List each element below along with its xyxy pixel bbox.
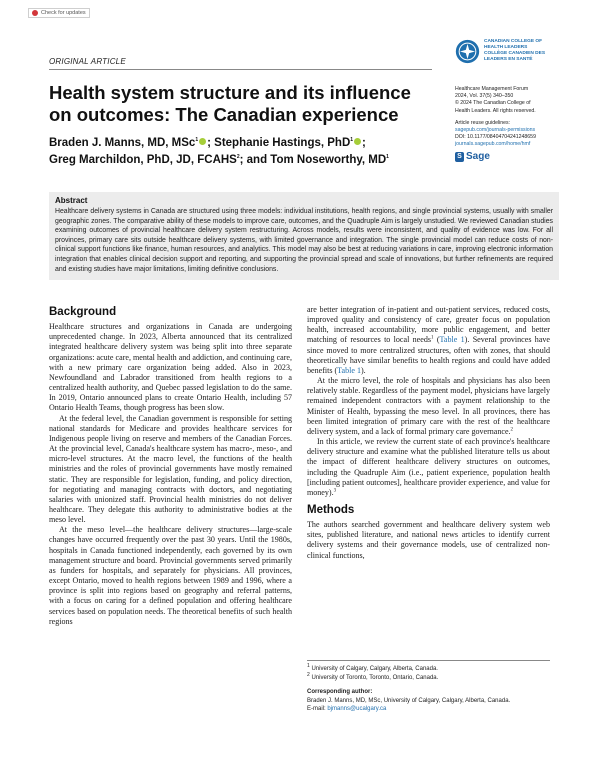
journal-name: Healthcare Management Forum (455, 86, 529, 92)
background-paragraph-3: At the meso level—the healthcare delivery structures—large-scale changes have occurred frequently over the past 30 years. Until the 1980s, hospitals in Canada functioned independently, each governed by its own management structure and board. Provincial governments served primarily as funders for hospitals, and separately for physicians. All provinces, except Ontario, moved to health regions between 1989 and 1996, where a province is split into regions based on geography and referral patterns, with a focus on caring for a defined population and offering healthcare services based on population needs. The theoretical benefits of such health regions (49, 525, 292, 626)
email-label: E-mail: (307, 706, 328, 712)
methods-paragraph-1: The authors searched government and healthcare delivery system web sites, published literature, and national news articles to identify current delivery systems and their governance models, use of centralized non-clinical functions, (307, 520, 550, 560)
logo-line-4: LEADERS EN SANTÉ (484, 57, 533, 62)
background-paragraph-6 (307, 437, 550, 498)
table-1-link[interactable]: Table 1 (439, 335, 465, 345)
check-updates-badge[interactable] (28, 8, 90, 18)
logo-line-3: COLLÈGE CANADIEN DES (484, 51, 546, 56)
logo-line-2: HEALTH LEADERS (484, 45, 528, 50)
para-text: ). (360, 365, 366, 375)
reuse-label: Article reuse guidelines: (455, 119, 511, 126)
right-column (307, 305, 550, 561)
ref-sup[interactable]: 2 (510, 427, 514, 433)
permissions-link[interactable]: sagepub.com/journals-permissions (455, 127, 536, 134)
affiliation-1 (307, 665, 550, 674)
article-title: Health system structure and its influence on outcomes: The Canadian experience (49, 82, 411, 125)
logo-line-1: CANADIAN COLLEGE OF (484, 39, 543, 44)
background-paragraph-1: Healthcare structures and organizations in Canada are undergoing unprecedented change. In 2023, Alberta announced that its centralized integrated healthcare delivery system was being split into three separate organizations: acute care, mental health and addiction, and continuing care, with a new primary care organization being added. Also in 2023, Newfoundland and Labrador transitioned from health regions to a centralized health authority, and Quebec passed legislation to do the same. In 2019, Ontario announced plans to create Ontario Health, including 57 Ontario Health Teams, though progress has been slow. (49, 322, 292, 413)
author-noseworthy[interactable]: ; and Tom Noseworthy, MD (239, 154, 387, 166)
author-list (49, 135, 434, 169)
journal-info (455, 86, 580, 162)
author-manns[interactable]: Braden J. Manns, MD, MSc (49, 137, 196, 149)
orcid-icon[interactable] (354, 138, 361, 145)
college-emblem-icon (455, 39, 480, 64)
affiliation-text: University of Calgary, Calgary, Alberta, Canada. (311, 666, 438, 672)
para-text: In this article, we review the current state of each province's healthcare delivery structure and examine what the published literature tells us about the impact of different healthcare delivery structures on outcomes, including the Quadruple Aim (i.e., patient experience, population health [including patient outcomes], healthcare provider experience, and value for money). (307, 437, 550, 497)
journal-home-link[interactable]: journals.sagepub.com/home/hmf (455, 141, 531, 148)
journal-volume: 2024, Vol. 37(5) 340–350 (455, 93, 514, 100)
article-type: ORIGINAL ARTICLE (49, 57, 126, 66)
left-column (49, 305, 292, 627)
check-updates-label: Check for updates (41, 10, 86, 16)
affil-sup: 1 (195, 137, 199, 144)
corresponding-heading: Corresponding author: (307, 689, 373, 695)
copyright-line: © 2024 The Canadian College of (455, 100, 531, 107)
affiliation-text: University of Toronto, Toronto, Ontario, Canada. (311, 674, 439, 681)
ref-sup[interactable]: 1 (430, 335, 434, 341)
affil-sup: 2 (307, 671, 310, 678)
corresponding-text: Braden J. Manns, MD, MSc, University of Calgary, Calgary, Alberta, Canada. (307, 697, 511, 704)
affil-sup: 1 (386, 154, 389, 161)
email-line (307, 705, 550, 714)
abstract-heading: Abstract (55, 196, 88, 205)
doi[interactable]: DOI: 10.1177/08404704241248659 (455, 134, 536, 141)
affil-sup: 1 (350, 137, 354, 144)
sage-logo (455, 152, 580, 162)
author-hastings[interactable]: ; Stephanie Hastings, PhD (207, 137, 351, 149)
background-paragraph-5 (307, 376, 550, 437)
orcid-icon[interactable] (199, 138, 206, 145)
para-text: At the micro level, the role of hospitals and physicians has also been relatively stable. Regardless of the payment model, physicians have largely remained independent contractors with a payment relationship to the Minister of Health, bypassing the meso level. In all provinces, there has been limited integration of primary care with the rest of the healthcare delivery system, and a lack of formal primary care governance. (307, 376, 550, 436)
para-text: ). Several provinces have since moved to more centralized structures, often with zones, that should theoretically have similar benefits to health regions and could have added benefits ( (307, 335, 550, 375)
table-1-link[interactable]: Table 1 (337, 365, 361, 375)
affil-sup: 2 (236, 154, 240, 161)
methods-heading: Methods (307, 503, 355, 516)
abstract-text: Healthcare delivery systems in Canada are structured using three models: individual institutions, health regions, and single provincial systems, usually with smaller geographic zones. The comparative ability of these models to improve care, outcomes, and the Quadruple Aim is largely unstudied. We reviewed Canadian studies examining outcomes of provincial healthcare delivery system restructuring. Across models, results were inconsistent, and quality of evidence was low. For all provinces, primary care sits outside healthcare delivery systems, with limited governance and integration. The single provincial model can reduce costs of non-clinical support functions like finance, human resources, and analytics. This model may also be best at reducing variations in care, improving electronic information integration that enables clinical decision support and reporting, and supporting the provincial spread and scale of innovations, but further refinements are required and existing studies have major limitations, limiting definitive conclusions. (55, 208, 553, 273)
publisher-logo (455, 39, 554, 64)
footnotes (307, 660, 550, 714)
affiliation-2 (307, 671, 550, 683)
author-marchildon[interactable]: Greg Marchildon, PhD, JD, FCAHS (49, 154, 237, 166)
background-paragraph-2: At the federal level, the Canadian government is responsible for setting national standards for Medicare and provides healthcare services for Indigenous people living on reserve and members of the Canadian Forces. At the provincial level, Canada's healthcare system has macro-, meso-, and micro-level structures. At the macro level, the functions of the health ministries and the roles of provincial governments have mostly remained static. They are responsible for legislation, funding, and policy direction, for negotiating and managing contracts with doctors, and negotiating salaries with unionized staff. Provincial health ministries do not deliver healthcare. They delegate this authority to administrative bodies at the meso level. (49, 413, 292, 525)
author-sep: ; (362, 137, 366, 149)
email-link[interactable]: bjmanns@ucalgary.ca (327, 706, 387, 712)
sage-label: Sage (466, 151, 490, 163)
abstract-box (49, 192, 559, 280)
affil-sup: 1 (307, 663, 310, 669)
ref-sup[interactable]: 3 (333, 488, 337, 494)
background-heading: Background (49, 306, 117, 318)
header-divider (49, 69, 432, 70)
para-text: are better integration of in-patient and out-patient services, reduced costs, improved quality and consistency of care, greater focus on population health, increased accountability, more public engagement, and better matching of resources to local needs (307, 305, 550, 345)
update-icon (32, 10, 38, 16)
sage-icon: S (455, 152, 464, 162)
copyright-line-2: Health Leaders. All rights reserved. (455, 107, 536, 114)
background-paragraph-4: are better integration of in-patient and out-patient services, reduced costs, improved quality and consistency of care, greater focus on population health, increased accountability, more public engagement, and better matching of resources to local needs$^1$ (Table 1). Several provinces have since moved to more centralized structures, often with zones, that should theoretically have similar benefits to health regions and could have added benefits (Table 1). (307, 305, 550, 375)
